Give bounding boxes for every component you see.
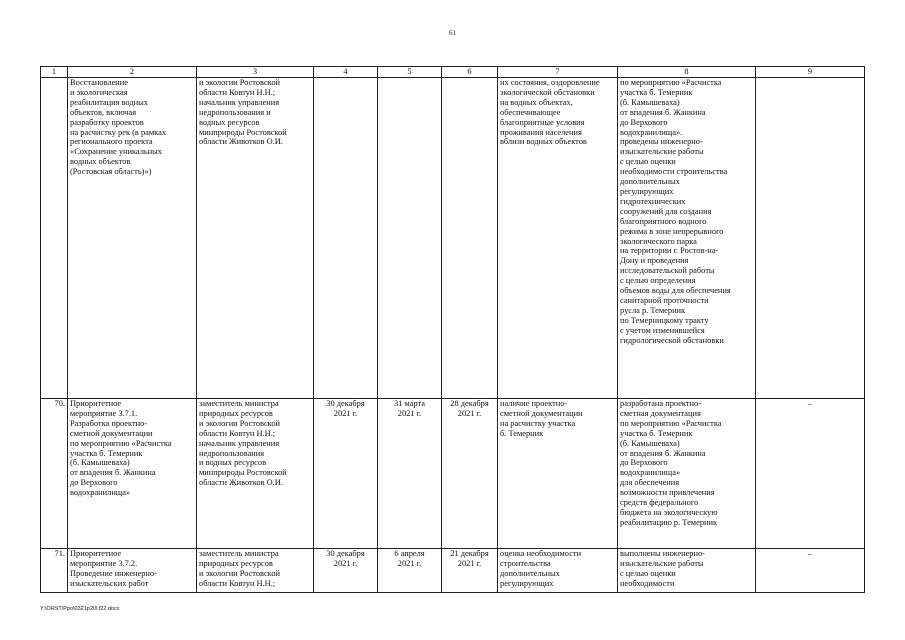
column-header: 1 xyxy=(41,67,68,78)
start-date-cell: 6 апреля 2021 г. xyxy=(378,549,442,593)
actual-result-cell: по мероприятию «Расчистка участка б. Темерник (б. Камышеваха) от впадения б. Жанкина до Верхового водохранилища». проведены инженерно- изыскательские работы с целью оценки необходимости строительства дополнительных регулирующих гидротехнических сооружений для создания благоприятного водного режима в зоне непрерывного экологического парка на территории г. Ростов-на- Дону и проведения исследовательской работы с целью определения объемов воды для обеспечения санитарной проточности русла р. Темерник по Темерницкому тракту с учетом изменившейся гидрологической обстановки xyxy=(618,78,756,399)
events-table xyxy=(40,66,865,593)
row-number: 71. xyxy=(41,549,68,593)
table-row xyxy=(41,78,865,399)
column-header: 7 xyxy=(498,67,618,78)
event-cell: Приоритетное мероприятие 3.7.1. Разработка проектно- сметной документации по мероприятию «Расчистка участка б. Темерник (б. Камышеваха) от впадения б. Жанкина до Верхового водохранилища» xyxy=(68,399,197,549)
column-header: 5 xyxy=(378,67,442,78)
column-header: 9 xyxy=(756,67,865,78)
table-row xyxy=(41,549,865,593)
column-header: 6 xyxy=(442,67,498,78)
column-header: 4 xyxy=(314,67,378,78)
result-cell: наличие проектно- сметной документации на расчистку участка б. Темерник xyxy=(498,399,618,549)
event-cell: Восстановление и экологическая реабилитация водных объектов, включая разработку проектов на расчистку рек (в рамках регионального проекта «Сохранение уникальных водных объектов (Ростовская область)») xyxy=(68,78,197,399)
result-cell: оценка необходимости строительства дополнительных регулирующих xyxy=(498,549,618,593)
page-number: 61 xyxy=(449,29,456,37)
responsible-cell: заместитель министра природных ресурсов и экологии Ростовской области Ковтун Н.Н.; xyxy=(197,549,314,593)
footer-file-path: Y:\ORST\Ppo\0321p20l.f22.docx xyxy=(40,606,120,612)
actual-result-cell: разработана проектно- сметная документация по мероприятию «Расчистка участка б. Темерник (б. Камышеваха) от впадения б. Жанкина до Верхового водохранилища» для обеспечения возможности привлечения средств федерального бюджета на экологическую реабилитацию р. Темерник xyxy=(618,399,756,549)
note-cell xyxy=(756,78,865,399)
responsible-cell: заместитель министра природных ресурсов и экологии Ростовской области Ковтун Н.Н.; начальник управления недропользования и водных ресурсов минприроды Ростовской области Животков О.И. xyxy=(197,399,314,549)
note-cell: – xyxy=(756,549,865,593)
planned-date-cell xyxy=(314,78,378,399)
event-cell: Приоритетное мероприятие 3.7.2. Проведение инженерно- изыскательских работ xyxy=(68,549,197,593)
result-cell: их состояния, оздоровление экологической обстановки на водных объектах, обеспечивающее благоприятные условия проживания населения вблизи водных объектов xyxy=(498,78,618,399)
column-header: 3 xyxy=(197,67,314,78)
start-date-cell: 31 марта 2021 г. xyxy=(378,399,442,549)
end-date-cell xyxy=(442,78,498,399)
row-number xyxy=(41,78,68,399)
planned-date-cell: 30 декабря 2021 г. xyxy=(314,399,378,549)
responsible-cell: и экологии Ростовской области Ковтун Н.Н.; начальник управления недропользования и водных ресурсов минприроды Ростовской области Животков О.И. xyxy=(197,78,314,399)
planned-date-cell: 30 декабря 2021 г. xyxy=(314,549,378,593)
table-row xyxy=(41,399,865,549)
row-number: 70. xyxy=(41,399,68,549)
column-header: 8 xyxy=(618,67,756,78)
actual-result-cell: выполнены инженерно- изыскательские работы с целью оценки необходимости xyxy=(618,549,756,593)
start-date-cell xyxy=(378,78,442,399)
end-date-cell: 21 декабря 2021 г. xyxy=(442,549,498,593)
column-header: 2 xyxy=(68,67,197,78)
end-date-cell: 28 декабря 2021 г. xyxy=(442,399,498,549)
note-cell: – xyxy=(756,399,865,549)
table-header-row xyxy=(41,67,865,78)
